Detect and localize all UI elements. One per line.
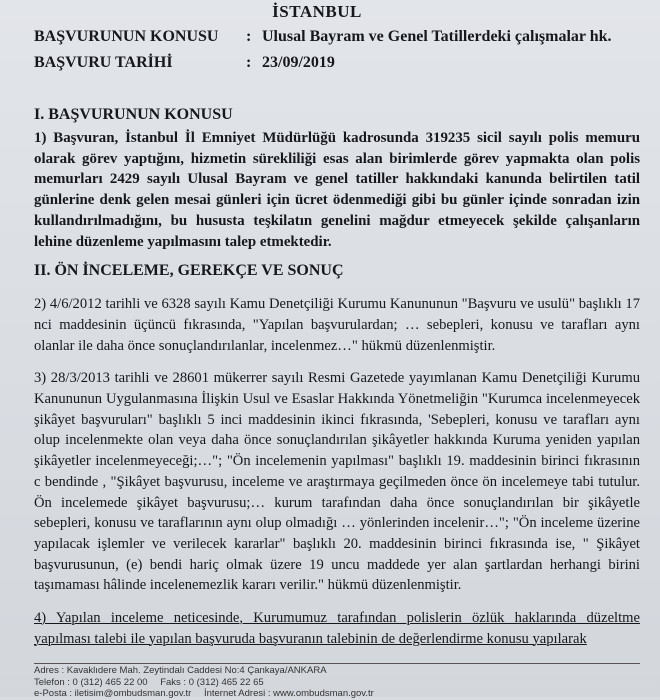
paragraph-2: 2) 4/6/2012 tarihli ve 6328 sayılı Kamu Denetçiliği Kurumu Kanununun "Başvuru ve usulü" başlıklı 17 nci maddesinin üçüncü fıkrasında, "Yapılan başvurulardan; … sebepleri, konusu ve tarafları aynı olanlar ile daha önce sonuçlandırılanlar, incelenmez…" hükmü düzenlenmiştir. xyxy=(34,296,640,354)
date-label: BAŞVURU TARİHİ xyxy=(34,54,173,71)
footer xyxy=(34,663,640,700)
subject-separator: : xyxy=(246,28,252,45)
date-value: 23/09/2019 xyxy=(262,54,335,71)
subject-label: BAŞVURUNUN KONUSU xyxy=(34,28,219,45)
subject-row xyxy=(34,24,640,50)
footer-phone: Telefon : 0 (312) 465 22 00 xyxy=(34,676,148,688)
section-1-heading: I. BAŞVURUNUN KONUSU xyxy=(34,106,233,123)
footer-fax: Faks : 0 (312) 465 22 65 xyxy=(160,676,264,688)
paragraph-1: 1) Başvuran, İstanbul İl Emniyet Müdürlüğü kadrosunda 319235 sicil sayılı polis memuru olarak görev yaptığını, hizmetin sürekliliği esas alan birimlerde görev yapmakta olan polis memurları 2429 sayılı Ulusal Bayram ve genel tatiller hakkındaki kanunda belirtilen tatil günlerine denk gelen mesai günleri için ücret ödenmediği gibi bu günler içinde sonradan izin kullandırılmadığını, bu hususta teşkilatın genelini mağdur etmeyecek şekilde çalışanların lehine düzenleme yapılmasını talep etmektedir. xyxy=(34,130,640,250)
footer-email-web xyxy=(34,688,640,700)
footer-address: Adres : Kavaklıdere Mah. Zeytindalı Caddesi No:4 Çankaya/ANKARA xyxy=(34,665,327,676)
city-heading: İSTANBUL xyxy=(272,2,362,21)
footer-phone-fax xyxy=(34,677,640,689)
date-separator: : xyxy=(246,54,252,71)
footer-web: İnternet Adresi : www.ombudsman.gov.tr xyxy=(203,688,374,699)
subject-value: Ulusal Bayram ve Genel Tatillerdeki çalışmalar hk. xyxy=(262,28,612,45)
section-2-heading: II. ÖN İNCELEME, GEREKÇE VE SONUÇ xyxy=(34,262,344,280)
paragraph-4: 4) Yapılan inceleme neticesinde, Kurumumuz tarafından polislerin özlük haklarında düzeltme yapılması talebi ile yapılan başvuruda başvuranın talebinin de değerlendirme konusu yapılarak xyxy=(34,610,640,647)
date-row xyxy=(34,50,640,76)
paragraph-3: 3) 28/3/2013 tarihli ve 28601 mükerrer sayılı Resmi Gazetede yayımlanan Kamu Denetçiliği Kurumu Kanununun Uygulanmasına İlişkin Usul ve Esaslar Hakkında Yönetmeliğin "Kurumca incelenmeyecek şikâyet başvuruları" başlıklı 5 inci maddesinin ikinci fıkrasında, 'Sebepleri, konusu ve tarafları aynı olup incelenmekte olan veya daha önce sonuçlandırılan şikâyetler hakkında Kuruma yeniden yapılan şikâyetler incelenmeyeceği;…"; "Ön incelemenin yapılması" başlıklı 19. maddesinin birinci fıkrasının c bendinde , "Şikâyet başvurusu, inceleme ve araştırmaya geçilmeden önce ön incelemeye tabi tutulur. Ön incelemede şikâyet başvurusu;… kurum tarafından daha önce sonuçlandırılan bir şikâyetle sebepleri, konusu ve taraflarının aynı olup olmadığı … yönlerinden incelenir…"; "Ön inceleme üzerine yapılacak işlemler ve verilecek kararlar" başlıklı 20. maddesinin birinci fıkrasında ise, " Şikâyet başvurusunun, (e) bendi hariç olmak üzere 19 uncu maddede yer alan şartlardan herhangi birini taşımaması hâlinde incelenemezlik kararı verilir." hükmü düzenlenmiştir. xyxy=(34,370,640,594)
footer-email: e-Posta : iletisim@ombudsman.gov.tr xyxy=(34,688,192,699)
